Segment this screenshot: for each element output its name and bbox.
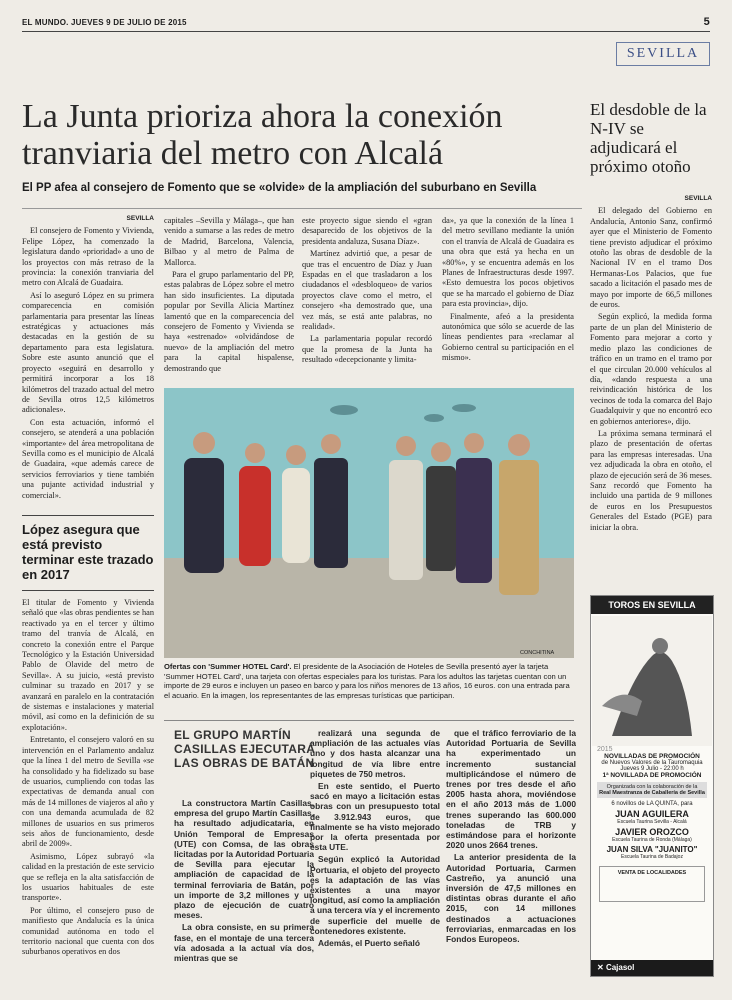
ad-line: de Nuevos Valores de la Tauromaquia — [601, 760, 703, 766]
paragraph: La próxima semana terminará el plazo de presentación de ofertas para las empresas interesadas. Una vez adjudicada la obra en otoño, el plazo de ejecución será de 36 meses. Sanz recordó que Fomento ha incluido una partida de 9 millones de euros en los Presupuestos Generales del Estado (PGE) para iniciar la obra. — [590, 428, 712, 532]
box-column-3 — [446, 728, 576, 990]
paragraph: Además, el Puerto señaló — [318, 938, 420, 949]
headline-line-1: La Junta prioriza ahora la conexión — [22, 98, 503, 135]
header-rule — [22, 31, 710, 32]
photo-caption — [164, 662, 574, 700]
ad-tickets-box — [599, 866, 705, 902]
ad-line: NOVILLADAS DE PROMOCIÓN — [604, 753, 700, 760]
fish-icon — [424, 414, 444, 422]
ad-line: 1ª NOVILLADA DE PROMOCIÓN — [602, 772, 702, 779]
headline-line-2: tranviaria del metro con Alcalá — [22, 135, 444, 172]
news-photo — [164, 388, 574, 658]
bullfighter-illustration — [592, 616, 712, 746]
paragraph: El consejero de Fomento y Vivienda, Felipe López, ha comenzado la legislatura dando «prioridad» a uno de los proyectos con más retraso de la provincia: la conexión tranviaria del metro con Alcalá de Guadaira. — [22, 226, 154, 288]
location-tag: SEVILLA — [684, 195, 712, 202]
caption-text: El presidente de la Asociación de Hoteles de Sevilla presentó ayer la tarjeta 'Summer HOTEL Card', una tarjeta con ofertas especiales para los turistas. Para los adultos las tarjetas cuentan con un importe de 29 euros e incluyen un paseo en barco y para los niños menores de 13 años, 16 euros. con una entrada para el acuario. En la imagen, los representantes de las empresas turísticas que participan. — [164, 662, 570, 700]
ad-bullfighter: JUAN AGUILERA — [615, 809, 689, 819]
paragraph: da», ya que la conexión de la línea 1 del metro sevillano mediante la unión con el tranvía de Alcalá de Guadaira es una obra que está ya hecha en un «80%», y se encuentra además en los Planes de Infraestructuras desde 1997. «Esto demuestra los pocos objetivos que se ha marcado el gobierno de Díaz para esta provincia», dijo. — [442, 216, 574, 309]
caption-title: Ofertas con 'Summer HOTEL Card'. — [164, 662, 292, 671]
ad-line: Real Maestranza de Caballería de Sevilla — [599, 790, 705, 796]
pullquote: López asegura que está previsto terminar este trazado en 2017 — [22, 522, 154, 582]
ad-line: VENTA DE LOCALIDADES — [617, 870, 687, 876]
fish-icon — [452, 404, 476, 412]
page-number: 5 — [703, 16, 710, 28]
page-header — [22, 18, 710, 27]
paragraph: La constructora Martín Casillas, empresa del grupo Martín Casillas, ha resultado adjudicataria, en Unión Temporal de Empresas (UTE) con Comsa, de las obras licitadas por la Autoridad Portuaria de Sevilla para ejecutar la ampliación de capacidad de la terminal ferroviaria de Batán, por un importe de 3,2 millones y un plazo de ejecución de cuatro meses. — [174, 798, 314, 921]
paragraph: Finalmente, afeó a la presidenta autonómica que sólo se acuerde de las líneas pendientes para «reclamar al Gobierno central su participación en el mismo». — [442, 311, 574, 363]
article-column-3 — [302, 216, 432, 386]
bullfight-advertisement — [590, 595, 714, 977]
paragraph: este proyecto sigue siendo el «gran desaparecido de los objetivos de la presidenta andaluza, Susana Díaz». — [302, 216, 432, 246]
header-date: EL MUNDO. JUEVES 9 DE JULIO DE 2015 — [22, 18, 187, 27]
paragraph: La obra consiste, en su primera fase, en el montaje de una tercera vía adosada a la actual vía dos, mientras que se — [174, 922, 314, 964]
ad-organizer — [597, 782, 707, 798]
paragraph: El delegado del Gobierno en Andalucía, Antonio Sanz, confirmó ayer que el Ministerio de Fomento tiene previsto adjudicar el próximo otoño las obras de desdoble de la Nacional IV en el tramo Dos Hermanas-Los Palacios, que fue sacado a licitación el pasado mes de mayo por importe de 66,5 millones de euros. — [590, 206, 712, 310]
ad-year: 2015 — [597, 746, 613, 753]
paragraph: El titular de Fomento y Vivienda señaló que «las obras pendientes se han reactivado ya en el tercer y último tramo del tranvía de Alcalá, en concreto la conexión entre el Parque Tecnológico y la Estación Universidad Pablo de Olavide del metro de Sevilla». A su juicio, «está previsto culminar su trazado en 2017 y se avanzará en paralelo en la contratación de sistemas e instalaciones y material móvil, así como en la definición de su explotación». — [22, 598, 154, 732]
paragraph: Así lo aseguró López en su primera comparecencia en comisión parlamentaria para presentar las líneas estratégicas y actuaciones más destacadas en la gestión de su departamento para esta legislatura. Sobre este asunto anunció que el proyecto «seguirá en desarrollo y permitirá incorporar a los 18 kilómetros del trazado actual del metro de Sevilla otros 12,5 kilómetros adicionales». — [22, 290, 154, 415]
section-label: SEVILLA — [616, 42, 710, 66]
sidebar-article — [590, 194, 712, 586]
box-column-2 — [310, 728, 440, 990]
box-rule — [164, 720, 574, 721]
paragraph: Según explicó la Autoridad Portuaria, el objeto del proyecto es la adaptación de las vías existentes a una mayor longitud, así como la ampliación a una tercera vía y el incremento de superficie del muelle de contenedores existente. — [310, 854, 440, 936]
sponsor-name: Cajasol — [605, 963, 635, 972]
paragraph: Por último, el consejero puso de manifiesto que Andalucía es la única comunidad autónoma en todo el territorio nacional que cuenta con dos suburbanos operativos en dos — [22, 905, 154, 957]
paragraph: La parlamentaria popular recordó que la promesa de la Junta ha resultado «decepcionante y limita- — [302, 334, 432, 365]
paragraph: En este sentido, el Puerto sacó en mayo a licitación estas obras con un presupuesto total de 3.912.943 euros, que finalmente se ha visto mejorado por la oferta presentada por esta UTE. — [310, 781, 440, 853]
aquarium-photo-illustration — [164, 388, 574, 658]
article-column-1 — [22, 214, 154, 510]
paragraph: que el tráfico ferroviario de la Autoridad Portuaria de Sevilla ha experimentado un incremento sustancial multiplicándose el número de trenes por tres desde el año 2005 hasta ahora, moviéndose en el año 2013 más de 1.000 trenes superando las 600.000 toneladas de TRB y estimándose para el horizonte 2020 unos 2664 trenes. — [446, 728, 576, 851]
paragraph: realizará una segunda de ampliación de las actuales vías uno y dos hasta alcanzar una longitud de vía libre entre piquetes de 750 metros. — [310, 728, 440, 779]
location-tag: SEVILLA — [126, 215, 154, 222]
photo-credit: CONCHITINA — [520, 650, 555, 656]
pullquote-rule — [22, 590, 154, 591]
fish-icon — [330, 405, 358, 415]
paragraph: Entretanto, el consejero valoró en su intervención en el Parlamento andaluz que la línea 1 del metro de Sevilla «se ha consolidado y ha fidelizado su base de usuarios, cumpliendo con todas las expectativas de demanda anual con más de 14 millones de viajeros al año y con una demanda acumulada de 82 millones de usuarios en sus primeros seis años de funcionamiento, desde abril de 2009». — [22, 735, 154, 849]
article-column-lower — [22, 598, 154, 990]
box-headline: EL GRUPO MARTÍN CASILLAS EJECUTARÁ LAS OBRAS DE BATÁN — [174, 728, 316, 770]
paragraph: Martínez advirtió que, a pesar de que tras el encuentro de Díaz y Juan Espadas en el que trasladaron a los ciudadanos el «desbloqueo» de varios proyectos clave como el metro, el consejero «ha demostrado que, una vez más, se está ante palabras, no realidad». — [302, 249, 432, 332]
paragraph: Según explicó, la medida forma parte de un plan del Ministerio de Fomento para mejorar a corto y medio plazo las condiciones de tráfico en un tramo en el tramo por el que circulan 20.000 vehículos al día, «dando respuesta a una reivindicación histórica de los vecinos de toda la comarca del Bajo Guadalquivir y que no encontró eco en gobiernos anteriores», dijo. — [590, 312, 712, 426]
ad-bullfighter: JUAN SILVA "JUANITO" — [606, 845, 698, 854]
paragraph: Asimismo, López subrayó «la calidad en la prestación de este servicio que se refleja en la alta satisfacción de los usuarios habituales de este transporte». — [22, 851, 154, 903]
ad-title: TOROS EN SEVILLA — [591, 596, 713, 614]
ad-line: Jueves 9 Julio - 22:00 h — [620, 766, 684, 772]
main-subhead: El PP afea al consejero de Fomento que se «olvide» de la ampliación del suburbano en Sevilla — [22, 182, 537, 194]
box-column-1 — [174, 798, 314, 990]
ad-bullfighter: JAVIER OROZCO — [615, 827, 689, 837]
sponsor-icon: ✕ — [597, 963, 606, 972]
subhead-rule — [22, 208, 582, 209]
ad-bullfighter-school: Escuela Taurina de Ronda (Málaga) — [612, 837, 692, 843]
ad-bullfighter-school: Escuela Taurina de Badajoz — [621, 854, 683, 860]
ad-bullfighter-school: Escuela Taurina Sevilla - Alcalá — [617, 819, 687, 825]
article-column-4 — [442, 216, 574, 386]
ad-sponsor — [591, 960, 714, 976]
paragraph: capitales –Sevilla y Málaga–, que han venido a sumarse a las redes de metro de Madrid, Barcelona, Valencia, Bilbao y al metro de Palma de Mallorca. — [164, 216, 294, 267]
ad-line: 6 novillos de LA QUINTA, para — [611, 801, 693, 807]
article-column-2 — [164, 216, 294, 386]
paragraph: La anterior presidenta de la Autoridad Portuaria, Carmen Castreño, ya anunció una inversión de 47,5 millones en distintas obras durante el año 2015, con 14 millones destinados a actuaciones ferroviarias, enmarcadas en los Fondos Europeos. — [446, 852, 576, 945]
pullquote-rule — [22, 515, 154, 516]
paragraph: Con esta actuación, informó el consejero, se atenderá a una población «importante» del área metropolitana de Sevilla como es el municipio de Alcalá de Guadaira, «que además carece de servicios ferroviarios y tiene también una pujante actividad industrial y comercial». — [22, 417, 154, 500]
main-headline — [22, 98, 582, 172]
sidebar-headline: El desdoble de la N-IV se adjudicará el próximo otoño — [590, 100, 707, 176]
paragraph: Para el grupo parlamentario del PP, estas palabras de López sobre el metro han sido insuficientes. La diputada popular por Sevilla Alicia Martínez lamentó que en la comparecencia del consejero de Fomento y Vivienda se haya «estrenado» «olvidándose de nuevo» de la ampliación del metro para la capital hispalense, demostrando que — [164, 270, 294, 373]
ad-line: Organizada con la colaboración de la — [606, 784, 698, 790]
